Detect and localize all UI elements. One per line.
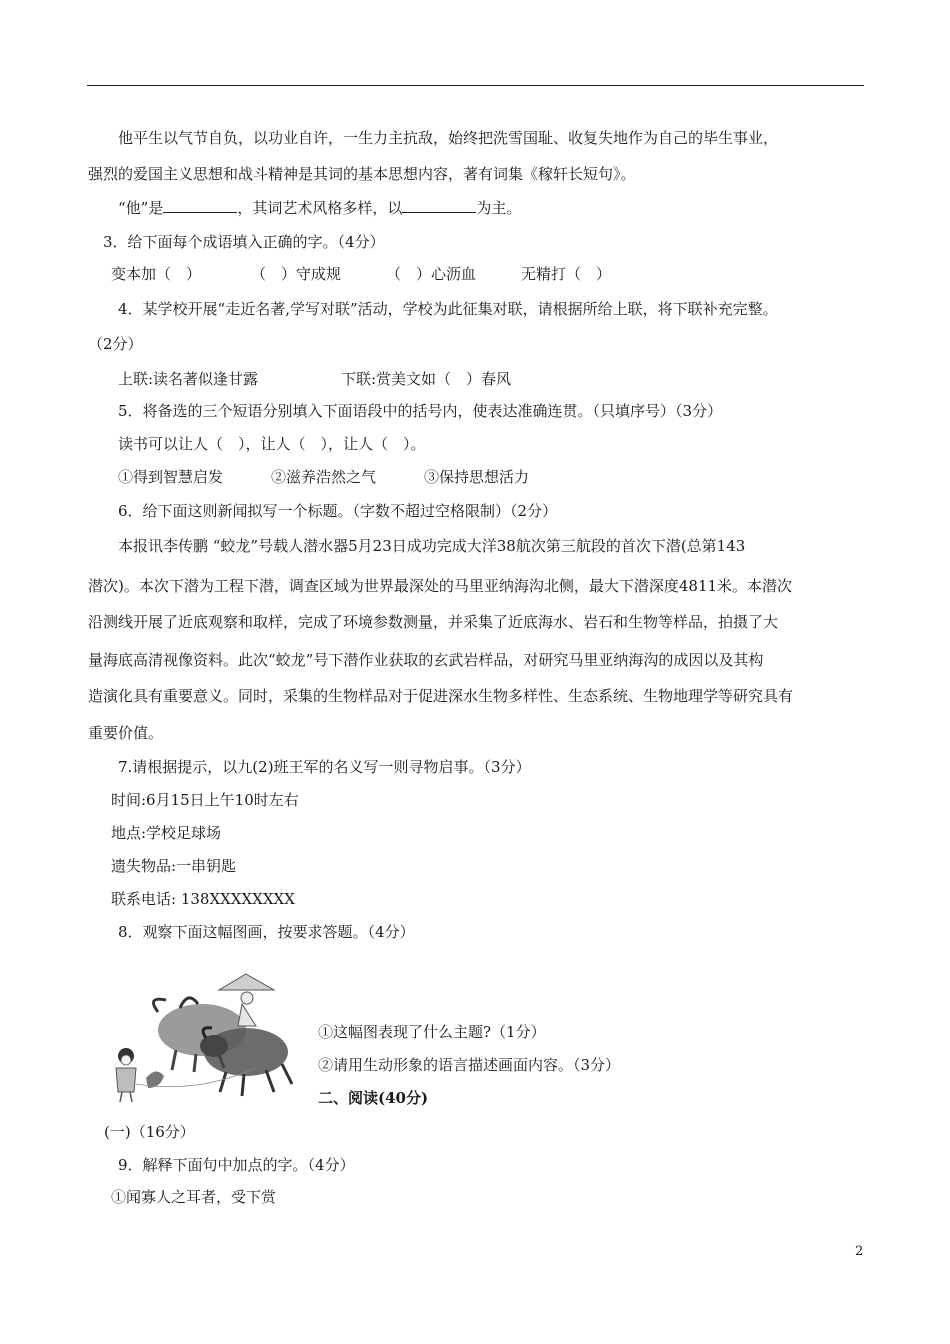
bio-question	[118, 198, 521, 218]
q7-title: 7.请根据提示，以九(2)班王军的名义写一则寻物启事。（3分）	[118, 758, 531, 776]
q6-title: 6．给下面这则新闻拟写一个标题。（字数不超过空格限制）（2分）	[118, 502, 558, 520]
q5-title: 5．将备选的三个短语分别填入下面语段中的括号内，使表达准确连贯。（只填序号）（3分）	[118, 402, 723, 420]
q3-idiom-4: 无精打（ ）	[521, 265, 612, 283]
q5-sentence: 读书可以让人（ ），让人（ ），让人（ ）。	[118, 435, 426, 453]
answer-blank-2[interactable]	[402, 198, 476, 213]
header-rule	[87, 85, 864, 86]
q6-news-line-5: 造演化具有重要意义。同时，采集的生物样品对于促进深水生物多样性、生态系统、生物地理学等研究具有	[88, 687, 794, 705]
q7-place: 地点:学校足球场	[111, 824, 222, 842]
ink-painting-buffalo-herdboys	[106, 968, 302, 1110]
q8-sub-question-2: ②请用生动形象的语言描述画面内容。（3分）	[318, 1056, 621, 1074]
q3-idiom-3: （ ）心沥血	[386, 265, 477, 283]
q3-idiom-2: （ ）守成规	[251, 265, 342, 283]
q6-news-line-1: 本报讯李传鹏 “蛟龙”号载人潜水器5月23日成功完成大洋38航次第三航段的首次下潜(总第143	[118, 537, 746, 555]
q5-option-1: ①得到智慧启发	[118, 468, 224, 486]
page-number: 2	[855, 1244, 864, 1259]
q9-title: 9．解释下面句中加点的字。（4分）	[118, 1156, 355, 1174]
q4-upper-couplet: 上联:读名著似逢甘露	[118, 370, 259, 388]
q6-news-line-6: 重要价值。	[88, 724, 164, 742]
q8-title: 8．观察下面这幅图画，按要求答题。（4分）	[118, 923, 415, 941]
q6-news-line-3: 沿测线开展了近底观察和取样，完成了环境参数测量，并采集了近底海水、岩石和生物等样品，拍摄了大	[88, 613, 779, 631]
q6-news-line-4: 量海底高清视像资料。此次“蛟龙”号下潜作业获取的玄武岩样品，对研究马里亚纳海沟的成因以及其构	[88, 651, 764, 669]
q4-lower-couplet: 下联:赏美文如（ ）春风	[341, 370, 512, 388]
bio-line-2: 强烈的爱国主义思想和战斗精神是其词的基本思想内容，著有词集《稼轩长短句》。	[88, 165, 636, 183]
answer-blank-1[interactable]	[163, 198, 237, 213]
q5-option-3: ③保持思想活力	[424, 468, 530, 486]
part-one-label: (一)（16分）	[104, 1123, 195, 1141]
q6-news-line-2: 潜次)。本次下潜为工程下潜，调查区域为世界最深处的马里亚纳海沟北侧，最大下潜深度4811米。本潜次	[88, 577, 793, 595]
bio-question-part-a: “他”是	[118, 199, 164, 217]
section-reading-heading: 二、阅读(40分)	[318, 1089, 429, 1107]
bio-line-1: 他平生以气节自负，以功业自许，一生力主抗敌，始终把洗雪国耻、收复失地作为自己的毕生事业，	[118, 129, 779, 147]
q3-title: 3．给下面每个成语填入正确的字。（4分）	[103, 233, 385, 251]
bio-question-part-b: ，其词艺术风格多样，以	[237, 199, 403, 217]
q7-item: 遗失物品:一串钥匙	[111, 857, 237, 875]
q7-phone: 联系电话: 138XXXXXXXX	[111, 890, 295, 908]
q4-title: 4．某学校开展“走近名著,学写对联”活动，学校为此征集对联，请根据所给上联，将下联补充完整。	[118, 300, 778, 318]
q5-option-2: ②滋养浩然之气	[271, 468, 377, 486]
q9-item-1: ①闻寡人之耳者，受下赏	[111, 1188, 277, 1206]
q8-sub-question-1: ①这幅图表现了什么主题?（1分）	[318, 1023, 546, 1041]
q7-time: 时间:6月15日上午10时左右	[111, 791, 299, 809]
bio-question-part-c: 为主。	[476, 199, 522, 217]
q3-idiom-1: 变本加（ ）	[111, 265, 202, 283]
q4-score: （2分）	[88, 335, 143, 353]
